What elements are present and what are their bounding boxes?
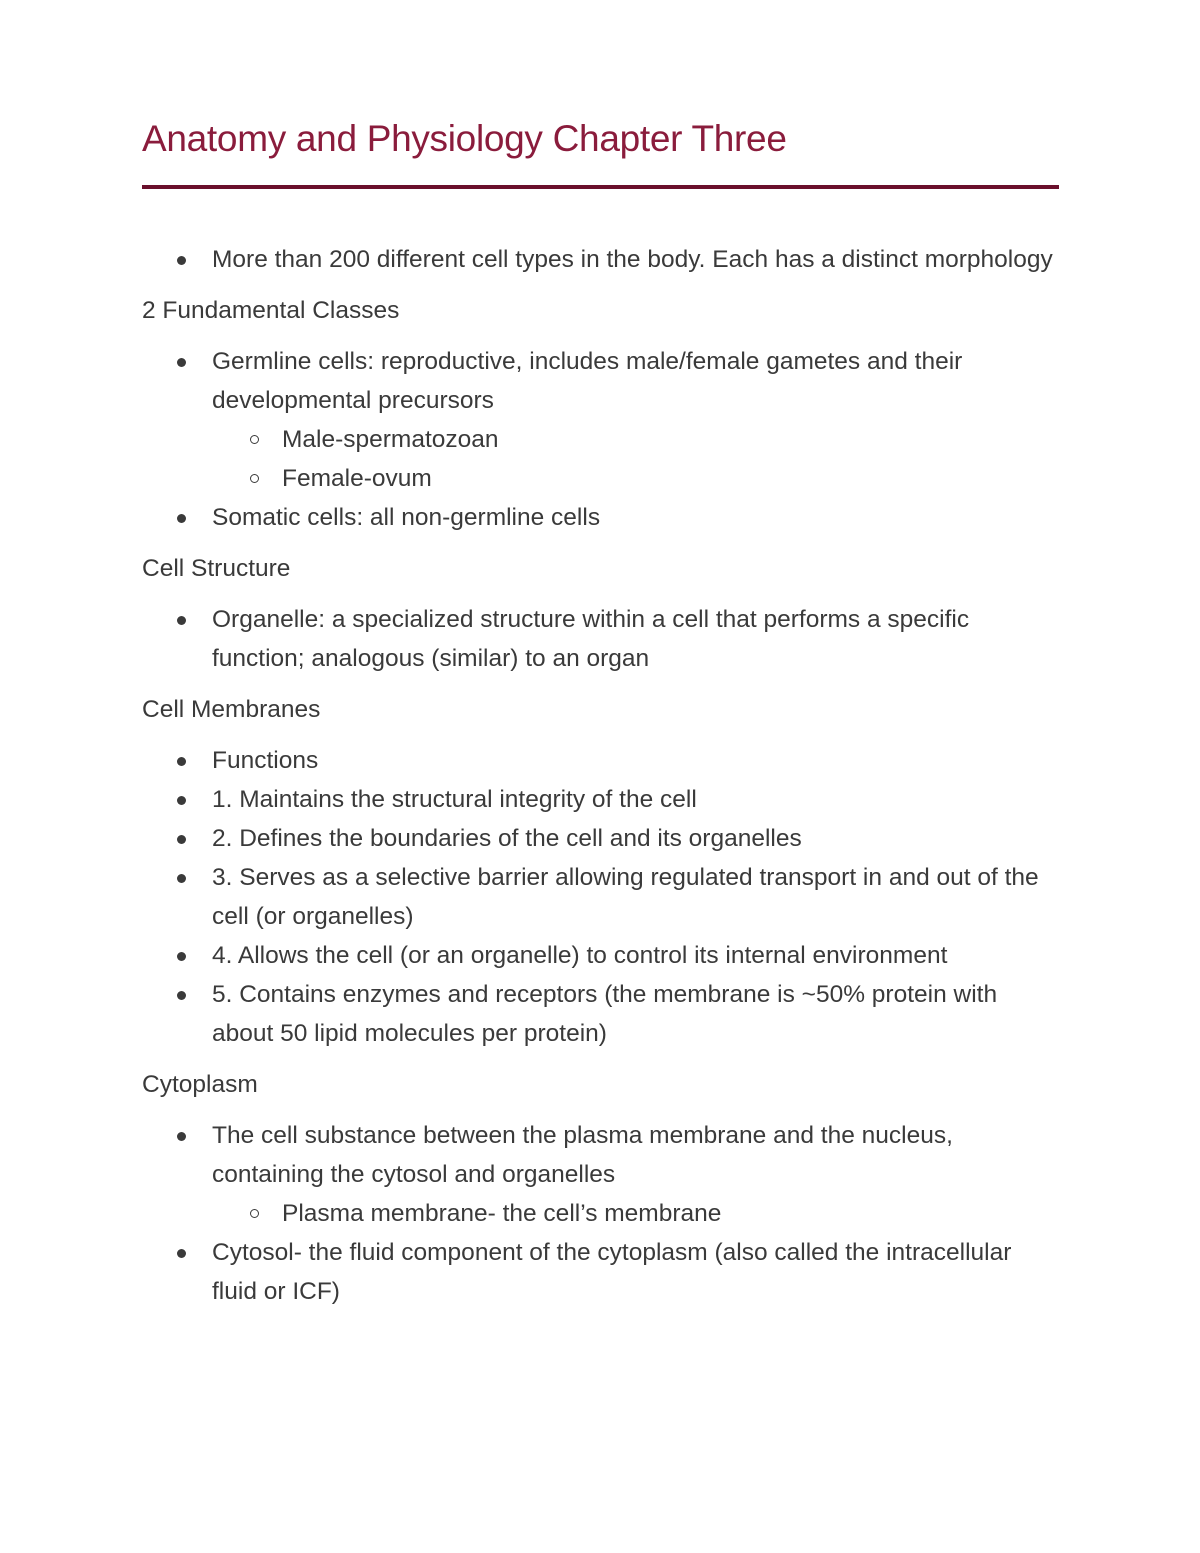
list-item-text: Functions	[212, 747, 319, 774]
bullet-circle-icon	[250, 1209, 259, 1218]
section-list	[142, 342, 1060, 537]
sub-list	[212, 1194, 1060, 1233]
bullet-dot-icon	[177, 757, 186, 766]
bullet-dot-icon	[177, 991, 186, 1000]
list-item-text: The cell substance between the plasma membrane and the nucleus, containing the cytosol and organelles	[212, 1122, 953, 1188]
list-item-text: 5. Contains enzymes and receptors (the membrane is ~50% protein with about 50 lipid molecules per protein)	[212, 981, 998, 1047]
list-item-text: 2. Defines the boundaries of the cell and its organelles	[212, 825, 802, 852]
list-item-text: More than 200 different cell types in the body. Each has a distinct morphology	[212, 246, 1053, 273]
section-heading: Cell Structure	[142, 555, 291, 582]
list-item	[142, 975, 1060, 1053]
bullet-dot-icon	[177, 952, 186, 961]
bullet-dot-icon	[177, 616, 186, 625]
sub-list-item	[142, 459, 1060, 498]
section-heading: Cytoplasm	[142, 1071, 258, 1098]
sub-list-item-text: Plasma membrane- the cell’s membrane	[282, 1200, 722, 1227]
bullet-circle-icon	[250, 474, 259, 483]
section-list	[142, 600, 1060, 678]
section-heading: 2 Fundamental Classes	[142, 297, 400, 324]
list-item	[142, 240, 1060, 279]
bullet-dot-icon	[177, 1249, 186, 1258]
list-item-text: Germline cells: reproductive, includes male/female gametes and their developmental precursors	[212, 348, 963, 414]
list-item-text: Organelle: a specialized structure within a cell that performs a specific function; analogous (similar) to an organ	[212, 606, 970, 672]
intro-list	[142, 240, 1060, 279]
list-item-text: Cytosol- the fluid component of the cytoplasm (also called the intracellular fluid or ICF)	[212, 1239, 1012, 1305]
bullet-dot-icon	[177, 256, 186, 265]
list-item	[142, 936, 1060, 975]
list-item	[142, 819, 1060, 858]
list-item	[142, 741, 1060, 780]
sub-list-item	[142, 1194, 1060, 1233]
list-item-text: 1. Maintains the structural integrity of the cell	[212, 786, 697, 813]
list-item	[142, 780, 1060, 819]
sub-list-item-text: Male-spermatozoan	[282, 426, 499, 453]
section-list	[142, 741, 1060, 1053]
bullet-dot-icon	[177, 1132, 186, 1141]
bullet-dot-icon	[177, 358, 186, 367]
list-item	[142, 600, 1060, 678]
document-body	[142, 240, 1060, 1311]
list-item	[142, 342, 1060, 498]
list-item	[142, 498, 1060, 537]
section-list	[142, 1116, 1060, 1311]
list-item	[142, 1116, 1060, 1233]
title-underline	[142, 185, 1059, 189]
bullet-dot-icon	[177, 796, 186, 805]
sub-list-item-text: Female-ovum	[282, 465, 432, 492]
list-item	[142, 1233, 1060, 1311]
bullet-circle-icon	[250, 435, 259, 444]
list-item-text: 3. Serves as a selective barrier allowing regulated transport in and out of the cell (or organelles)	[212, 864, 1039, 930]
bullet-dot-icon	[177, 874, 186, 883]
list-item	[142, 858, 1060, 936]
sub-list	[212, 420, 1060, 498]
bullet-dot-icon	[177, 835, 186, 844]
list-item-text: 4. Allows the cell (or an organelle) to control its internal environment	[212, 942, 948, 969]
section-heading: Cell Membranes	[142, 696, 321, 723]
list-item-text: Somatic cells: all non-germline cells	[212, 504, 601, 531]
bullet-dot-icon	[177, 514, 186, 523]
sub-list-item	[142, 420, 1060, 459]
document-title: Anatomy and Physiology Chapter Three	[142, 118, 787, 159]
